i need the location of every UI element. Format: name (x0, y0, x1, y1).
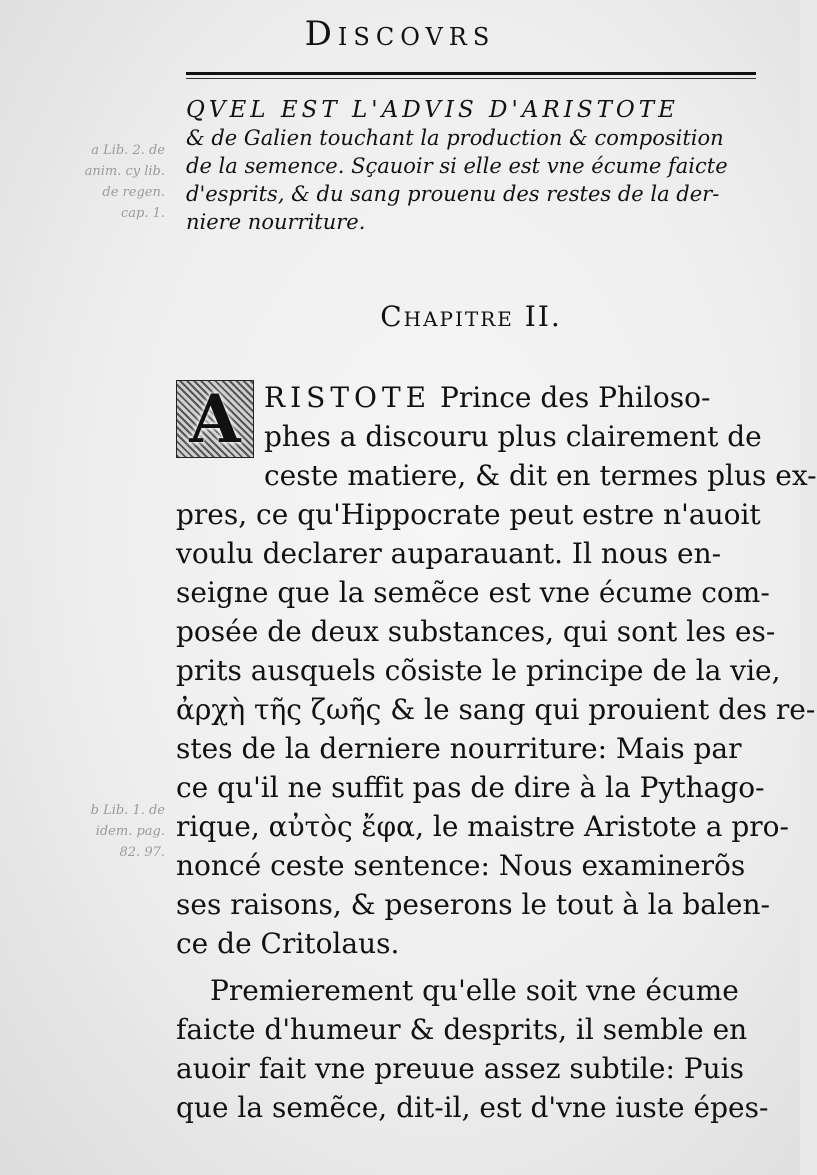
margin-notes-middle (30, 800, 165, 863)
margin-note: b Lib. 1. de (90, 803, 165, 818)
text-line: auoir fait vne preuue assez subtile: Puis (176, 1052, 744, 1085)
running-head: Discovrs (304, 14, 496, 54)
text-line: ceste matiere, & dit en termes plus ex- (264, 459, 817, 492)
text-line: prits ausquels cõsiste le principe de la vie, (176, 654, 781, 687)
margin-note: de regen. (102, 185, 165, 200)
summary-line: d'esprits, & du sang prouenu des restes de la der- (186, 182, 720, 206)
margin-notes-top (30, 140, 165, 224)
margin-note: a Lib. 2. de (91, 143, 165, 158)
text-line (176, 378, 758, 417)
header-rule-thin (186, 78, 756, 79)
summary-lead: QVEL EST L'ADVIS D'ARISTOTE (186, 97, 679, 123)
text-line: rique, αὐτὸς ἔφα, le maistre Aristote a pro- (176, 810, 789, 843)
summary-line: de la semence. Sçauoir si elle est vne écume faicte (186, 154, 728, 178)
summary-line: & de Galien touchant la production & composition (186, 126, 724, 150)
paragraph-gap (176, 963, 758, 971)
ornamental-initial (176, 380, 254, 458)
drop-initial-letter: A (189, 380, 241, 458)
text-line: faicte d'humeur & desprits, il semble en (176, 1013, 748, 1046)
text-line: ses raisons, & peserons le tout à la balen- (176, 888, 770, 921)
header-rule (186, 72, 756, 75)
margin-note: 82. 97. (119, 845, 165, 860)
text-line: ce de Critolaus. (176, 927, 400, 960)
text-line: posée de deux substances, qui sont les es- (176, 615, 776, 648)
text-line-rest: Prince des Philoso- (431, 381, 711, 414)
chapter-summary (186, 96, 766, 236)
text-line: ἀρχὴ τῆς ζωῆς & le sang qui prouient des re- (176, 693, 816, 726)
text-line: Premierement qu'elle soit vne écume (210, 974, 739, 1007)
text-line: phes a discouru plus clairement de (264, 420, 762, 453)
margin-note: idem. pag. (95, 824, 165, 839)
text-line: ce qu'il ne suffit pas de dire à la Pythago- (176, 771, 765, 804)
margin-note: cap. 1. (120, 206, 165, 221)
margin-note: anim. cy lib. (84, 164, 165, 179)
first-word-caps: RISTOTE (264, 381, 432, 414)
text-line: noncé ceste sentence: Nous examinerõs (176, 849, 746, 882)
text-line: pres, ce qu'Hippocrate peut estre n'auoit (176, 498, 761, 531)
summary-line: niere nourriture. (186, 210, 366, 234)
body-text (176, 378, 817, 1127)
chapter-title: Chapitre II. (380, 300, 562, 333)
text-line: voulu declarer auparauant. Il nous en- (176, 537, 722, 570)
text-line: que la semẽce, dit-il, est d'vne iuste épes- (176, 1091, 769, 1124)
text-line: stes de la derniere nourriture: Mais par (176, 732, 742, 765)
text-line: seigne que la semẽce est vne écume com- (176, 576, 770, 609)
